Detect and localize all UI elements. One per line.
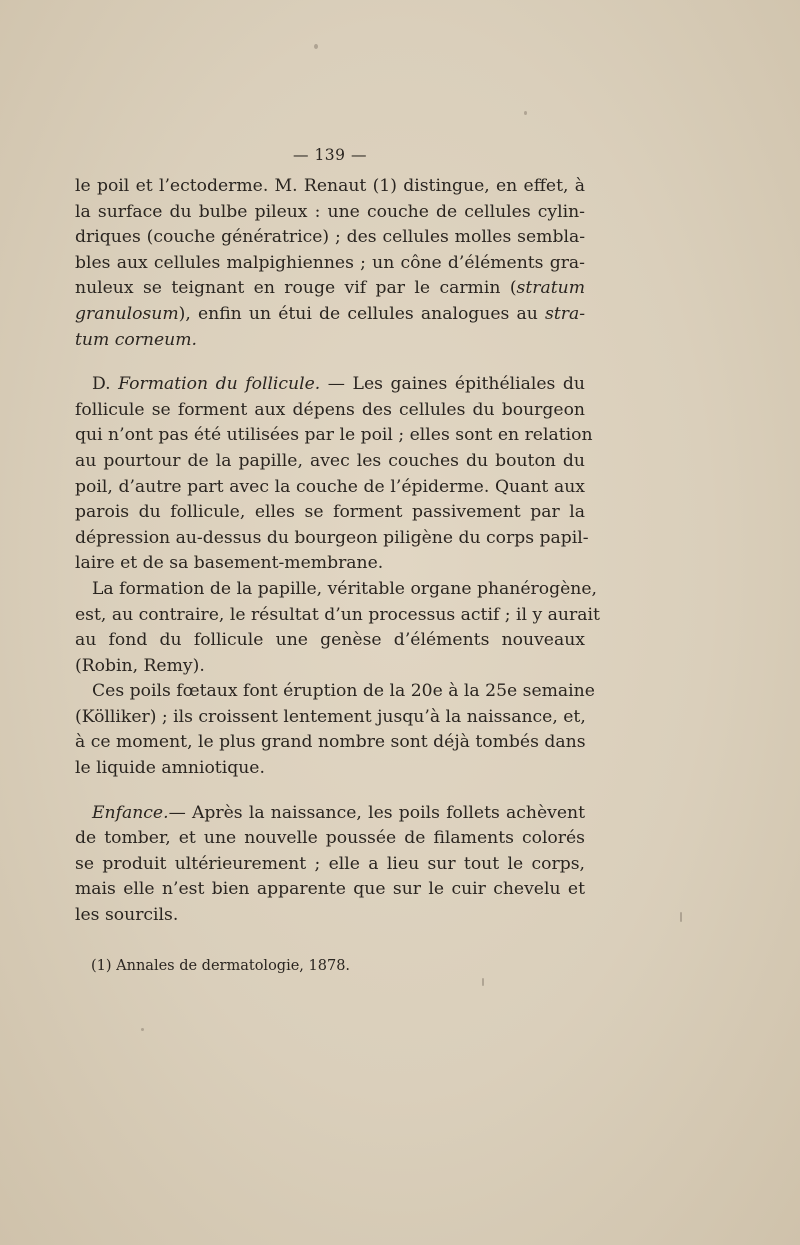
text-line: driques (couche génératrice) ; des cellules molles sembla- bbox=[75, 227, 585, 248]
section-heading-line: Enfance.— Après la naissance, les poils follets achèvent bbox=[92, 802, 585, 823]
text-line: tum corneum. bbox=[75, 329, 197, 350]
text-line: qui n’ont pas été utilisées par le poil ; elles sont en relation bbox=[75, 425, 593, 446]
page-number: — 139 — bbox=[293, 146, 367, 164]
text-line: Ces poils fœtaux font éruption de la 20e à la 25e semaine bbox=[92, 681, 595, 702]
text-line: est, au contraire, le résultat d’un processus actif ; il y aurait bbox=[75, 604, 600, 625]
ink-speck bbox=[680, 912, 682, 922]
text-line: granulosum), enfin un étui de cellules analogues au stra- bbox=[75, 303, 585, 324]
text-line: de tomber, et une nouvelle poussée de filaments colorés bbox=[75, 828, 585, 849]
footnote: (1) Annales de dermatologie, 1878. bbox=[91, 958, 351, 974]
paragraph-gap bbox=[75, 782, 585, 801]
ink-speck bbox=[524, 111, 527, 115]
text-line: (Robin, Remy). bbox=[75, 655, 205, 676]
text-line: mais elle n’est bien apparente que sur le cuir chevelu et bbox=[75, 879, 585, 900]
text-line: (Kölliker) ; ils croissent lentement jusqu’à la naissance, et, bbox=[75, 706, 586, 727]
ink-speck bbox=[482, 978, 484, 986]
text-line: se produit ultérieurement ; elle a lieu sur tout le corps, bbox=[75, 853, 585, 874]
ink-speck bbox=[141, 1028, 144, 1031]
text-line: La formation de la papille, véritable organe phanérogène, bbox=[92, 578, 597, 599]
section-heading-line: D. Formation du follicule. — Les gaines épithéliales du bbox=[92, 374, 585, 395]
text-line: au pourtour de la papille, avec les couches du bouton du bbox=[75, 450, 585, 471]
text-line: nuleux se teignant en rouge vif par le carmin (stratum bbox=[75, 278, 585, 299]
text-line: dépression au-dessus du bourgeon piligène du corps papil- bbox=[75, 527, 589, 548]
ink-speck bbox=[314, 44, 318, 49]
text-line: poil, d’autre part avec la couche de l’épiderme. Quant aux bbox=[75, 476, 585, 497]
text-line: à ce moment, le plus grand nombre sont déjà tombés dans bbox=[75, 732, 586, 753]
text-line: parois du follicule, elles se forment passivement par la bbox=[75, 502, 585, 523]
text-line: la surface du bulbe pileux : une couche de cellules cylin- bbox=[75, 201, 585, 222]
text-line: le poil et l’ectoderme. M. Renaut (1) distingue, en effet, à bbox=[75, 176, 585, 196]
text-line: follicule se forment aux dépens des cellules du bourgeon bbox=[75, 399, 585, 420]
text-line: au fond du follicule une genèse d’éléments nouveaux bbox=[75, 630, 585, 651]
text-line: les sourcils. bbox=[75, 905, 179, 926]
text-line: laire et de sa basement-membrane. bbox=[75, 553, 384, 574]
text-line: le liquide amniotique. bbox=[75, 758, 265, 779]
paragraph-gap bbox=[75, 353, 585, 372]
text-line: bles aux cellules malpighiennes ; un cône d’éléments gra- bbox=[75, 252, 585, 273]
body-text bbox=[75, 174, 600, 929]
